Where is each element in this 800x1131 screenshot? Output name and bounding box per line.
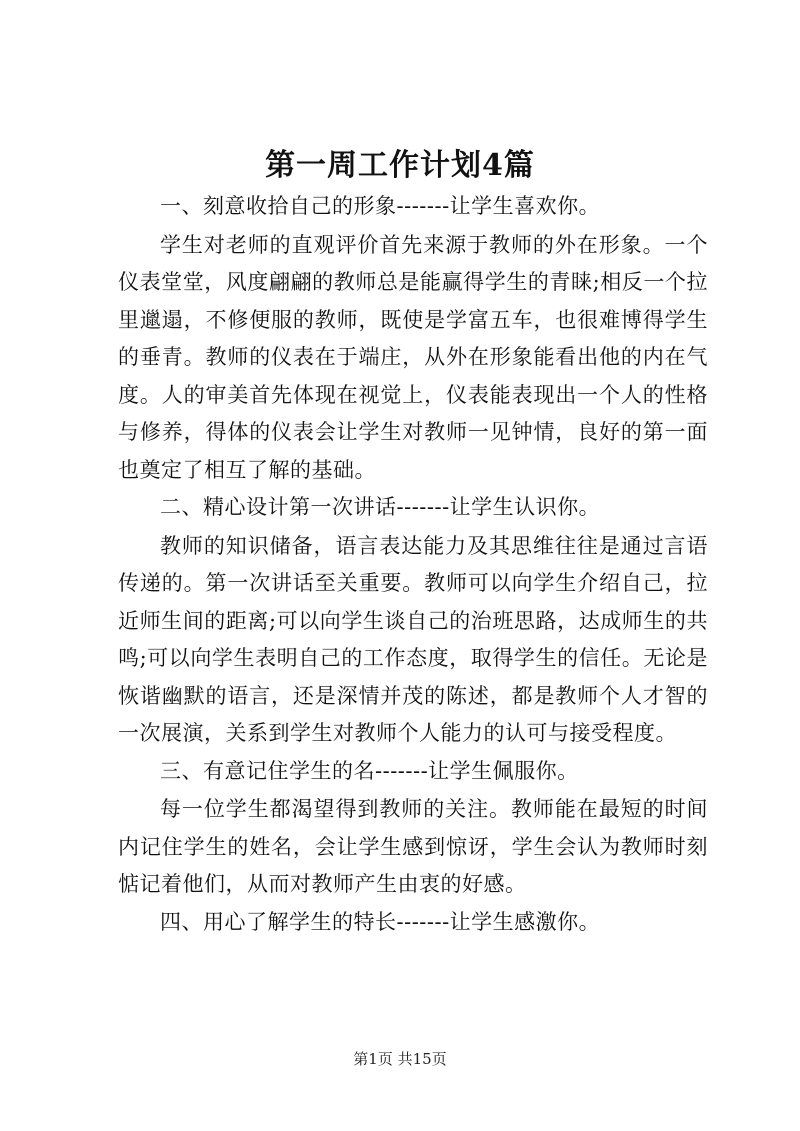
paragraph-2: 教师的知识储备，语言表达能力及其思维往往是通过言语传递的。第一次讲话至关重要。教师可以向学生介绍自己，拉近师生间的距离;可以向学生谈自己的治班思路，达成师生的共鸣;可以向学生表明自己的工作态度，取得学生的信任。无论是恢谐幽默的语言，还是深情并茂的陈述，都是教师个人才智的一次展演，关系到学生对教师个人能力的认可与接受程度。 [118,533,708,745]
section-heading-2: 二、精心设计第一次讲话-------让学生认识你。 [160,495,601,519]
section-heading-1: 一、刻意收拾自己的形象-------让学生喜欢你。 [160,194,601,218]
paragraph-1: 学生对老师的直观评价首先来源于教师的外在形象。一个仪表堂堂，风度翩翩的教师总是能赢得学生的青睐;相反一个拉里邋遢，不修便服的教师，既使是学富五车，也很难博得学生的垂青。教师的仪表在于端庄，从外在形象能看出他的内在气度。人的审美首先体现在视觉上，仪表能表现出一个人的性格与修养，得体的仪表会让学生对教师一见钟情，良好的第一面也奠定了相互了解的基础。 [118,232,708,482]
paragraph-3: 每一位学生都渴望得到教师的关注。教师能在最短的时间内记住学生的姓名，会让学生感到惊讶，学生会认为教师时刻惦记着他们，从而对教师产生由衷的好感。 [118,797,708,896]
section-heading-4: 四、用心了解学生的特长-------让学生感激你。 [160,909,601,934]
section-heading-3: 三、有意记住学生的名-------让学生佩服你。 [160,758,579,783]
page-number-footer: 第1页 共15页 [353,1050,447,1068]
document-title: 第一周工作计划4篇 [265,148,535,183]
document-body [118,188,708,942]
